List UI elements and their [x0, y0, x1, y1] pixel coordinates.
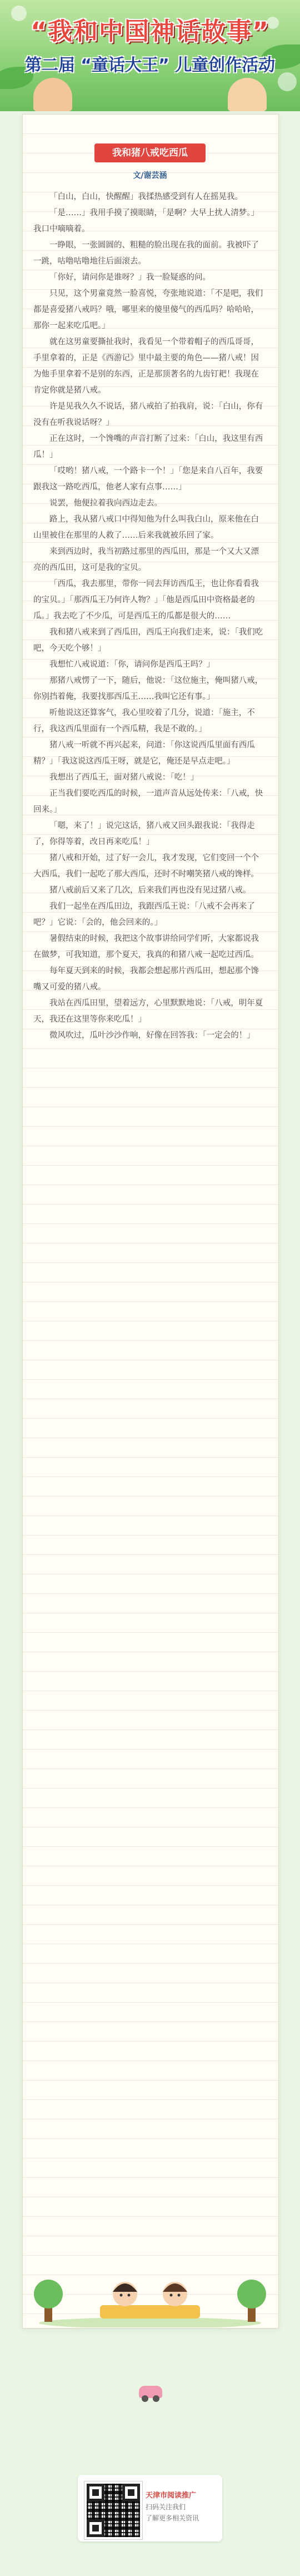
- footer-line: 了解更多相关资讯: [146, 2514, 199, 2522]
- essay-paragraph: 我们一起坐在西瓜田边，我跟西瓜王说：「八戒不会再来了吧？」它说：「会的，他会回来的。」: [33, 902, 255, 927]
- essay-paragraph: 「是……」我用手摸了摸眼睛，「是啊？大早上扰人清梦。」我口中嘀嘀着。: [33, 209, 259, 234]
- essay-paragraph: 我想出了西瓜王，面对猪八戒说：「吃！」: [49, 773, 199, 782]
- child-illustration: [228, 78, 267, 111]
- qr-code-icon[interactable]: [84, 2481, 142, 2539]
- essay-paragraph: 「西瓜，我去那里，带你一同去拜访西瓜王，也让你看看我的宝贝。」「那西瓜王乃何许人物？」「他是西瓜田中资格最老的瓜。」我去吃了不少瓜，可是西瓜王的瓜都是很大的……: [33, 579, 259, 621]
- essay-paragraph: 正在这时，一个馋嘴的声音打断了过来：「白山，我这里有西瓜！」: [33, 434, 263, 459]
- essay-paragraph: 许是见我久久不说话，猪八戒拍了拍我肩，说：「白山，你有没有在听我说话呀？」: [33, 402, 263, 427]
- essay-paragraph: 每年夏天到来的时候，我都会想起那片西瓜田，想起那个馋嘴又可爱的猪八戒。: [33, 967, 259, 992]
- essay-paragraph: 猪八戒和开始，过了好一会儿，我才发现，它们变回一个个大西瓜，我们一起吃了那大西瓜，还时不时嘲笑猪八戒的馋样。: [33, 854, 259, 879]
- essay-paragraph: 就在这男童要撕扯我时，我看见一个带着帽子的西瓜哥哥，手里拿着的，正是《西游记》里中最主要的角色——猪八戒！因为他手里拿着不是别的东西，正是那顶著名的九齿钉耙！我现在肯定你就是猪八戒。: [33, 338, 259, 395]
- essay-paragraph: 听他说这还算客气，我心里咬着了几分，说道：「施主，不行，我这西瓜里面有一个西瓜精，我是不敢的。」: [33, 709, 255, 734]
- essay-paragraph: 「白山，白山，快醒醒」我揉热感受到有人在摇晃我。: [49, 192, 243, 201]
- essay-author: 文/谢芸涵: [133, 171, 167, 180]
- banner-subtitle: 第二届 “童话大王” 儿童创作活动: [24, 56, 276, 75]
- children-reading-illustration: [22, 2272, 278, 2327]
- footer-text: [146, 2490, 218, 2524]
- essay-paragraph: 暑假结束的时候，我把这个故事讲给同学们听，大家都说我在做梦，可我知道，那个夏天，我真的和猪八戒一起吃过西瓜。: [33, 934, 259, 959]
- essay-paragraph: 那猪八戒愣了一下，随后，他说：「这位施主，俺叫猪八戒，你别挡着俺，我要找那西瓜王……我叫它还有事。」: [33, 676, 263, 701]
- essay-body: [33, 189, 267, 1044]
- essay-paragraph: 我和猪八戒来到了西瓜田，西瓜王向我们走来，说：「我们吃吧，今天吃个够！」: [33, 628, 263, 653]
- essay-paragraph: 路上，我从猪八戒口中得知他为什么叫我白山，原来他在白山里被住在那里的人救了……后来我就被乐回了家。: [33, 515, 259, 540]
- child-illustration: [33, 78, 72, 111]
- footer-brand: 天津市阅读推广: [146, 2491, 197, 2500]
- essay-paragraph: 「嗯，来了！」说完这话，猪八戒又回头跟我说：「我得走了，你得等着，改日再来吃瓜！」: [33, 821, 255, 846]
- essay-paragraph: 猪八戒前后又来了几次，后来我们再也没有见过猪八戒。: [49, 886, 251, 895]
- essay-paragraph: 猪八戒一听就不再兴起来，问道：「你这说西瓜里面有西瓜精？」「我这说这西瓜王呀，就是它，俺还是早点走吧。」: [33, 741, 255, 766]
- toy-car-icon: [139, 2386, 162, 2398]
- essay-paragraph: 「你好，请问你是谁呀？」我一脸疑惑的问。: [49, 273, 211, 282]
- essay-paragraph: 说罢，他便拉着我向西边走去。: [49, 499, 162, 508]
- essay-paragraph: 我想忙八戒说道：「你，请问你是西瓜王吗？」: [49, 660, 215, 669]
- essay-paragraph: 一睁眼，一张圆圆的、粗糙的脸出现在我的面前。我被吓了一跳，咕噜咕噜地往后面滚去。: [33, 241, 259, 266]
- essay-paragraph: 微风吹过，瓜叶沙沙作响，好像在回答我：「一定会的！」: [49, 1031, 255, 1040]
- essay-title: 我和猪八戒吃西瓜: [94, 143, 206, 162]
- header-banner: [0, 0, 300, 111]
- essay-paragraph: 我站在西瓜田里，望着远方，心里默默地说：「八戒，明年夏天，我还在这里等你来吃瓜！」: [33, 999, 263, 1024]
- footer-line: 扫码关注我们: [146, 2503, 186, 2511]
- essay-paragraph: 只见，这个男童竟然一脸喜悦，夸张地说道：「不是吧，我们都是喜爱猪八戒吗？哦，哪里来的傻里傻气的西瓜吗？哈哈哈，那你一起来吃瓜吧。」: [33, 289, 263, 330]
- essay-paragraph: 来到西边时，我当初路过那里的西瓜田，那是一个又大又漂亮的西瓜田，这可是我的宝贝。: [33, 547, 259, 572]
- banner-title: “我和中国神话故事”: [31, 17, 269, 46]
- footer-qr-card: [78, 2475, 222, 2542]
- essay-paragraph: 正当我们要吃西瓜的时候，一道声音从远处传来：「八戒，快回来。」: [33, 789, 263, 814]
- essay-paragraph: 「哎哟！猪八戒，一个路卡一个！」「您是来自八百年，我要跟我这一路吃西瓜，他老人家有点事……」: [33, 467, 263, 492]
